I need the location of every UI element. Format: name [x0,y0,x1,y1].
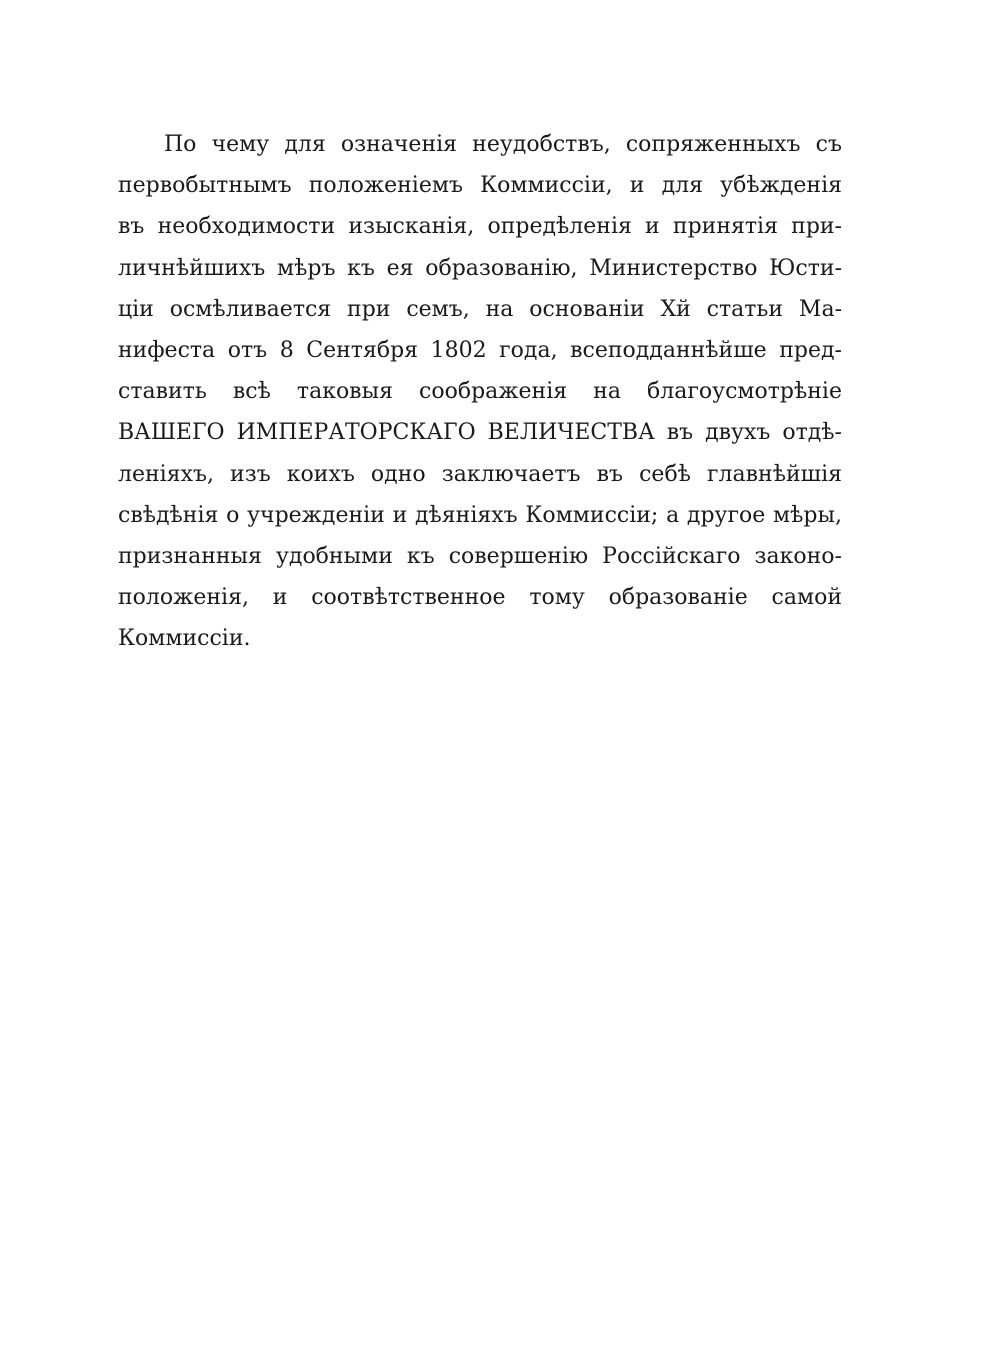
text-line: въ необходимости изысканія, опредѣленія и принятія при- [118,214,842,240]
text-line: ВАШЕГО ИМПЕРАТОРСКАГО ВЕЛИЧЕСТВА въ двухъ отдѣ- [118,420,842,446]
text-line: Коммиссіи. [118,626,251,652]
text-line: ціи осмѣливается при семъ, на основаніи Xй статьи Ма- [118,296,842,322]
text-line: По чему для означенія неудобствъ, сопряженныхъ съ [164,132,842,157]
text-line: первобытнымъ положеніемъ Коммиссіи, и для убѣжденія [118,173,842,199]
text-line: ставить всѣ таковыя соображенія на благоусмотрѣніе [118,379,842,405]
text-line: леніяхъ, изъ коихъ одно заключаетъ въ себѣ главнѣйшія [118,461,842,487]
text-line: свѣдѣнія о учрежденіи и дѣяніяхъ Коммиссіи; а другое мѣры, [118,502,842,528]
text-line: личнѣйшихъ мѣръ къ ея образованію, Министерство Юсти- [118,255,842,281]
text-line: положенія, и соотвѣтственное тому образованіе самой [118,585,842,611]
body-paragraph [118,124,842,659]
text-line: нифеста отъ 8 Сентября 1802 года, всеподданнѣйше пред- [118,337,842,363]
text-line: признанныя удобными къ совершенію Россійскаго законо- [118,543,842,569]
